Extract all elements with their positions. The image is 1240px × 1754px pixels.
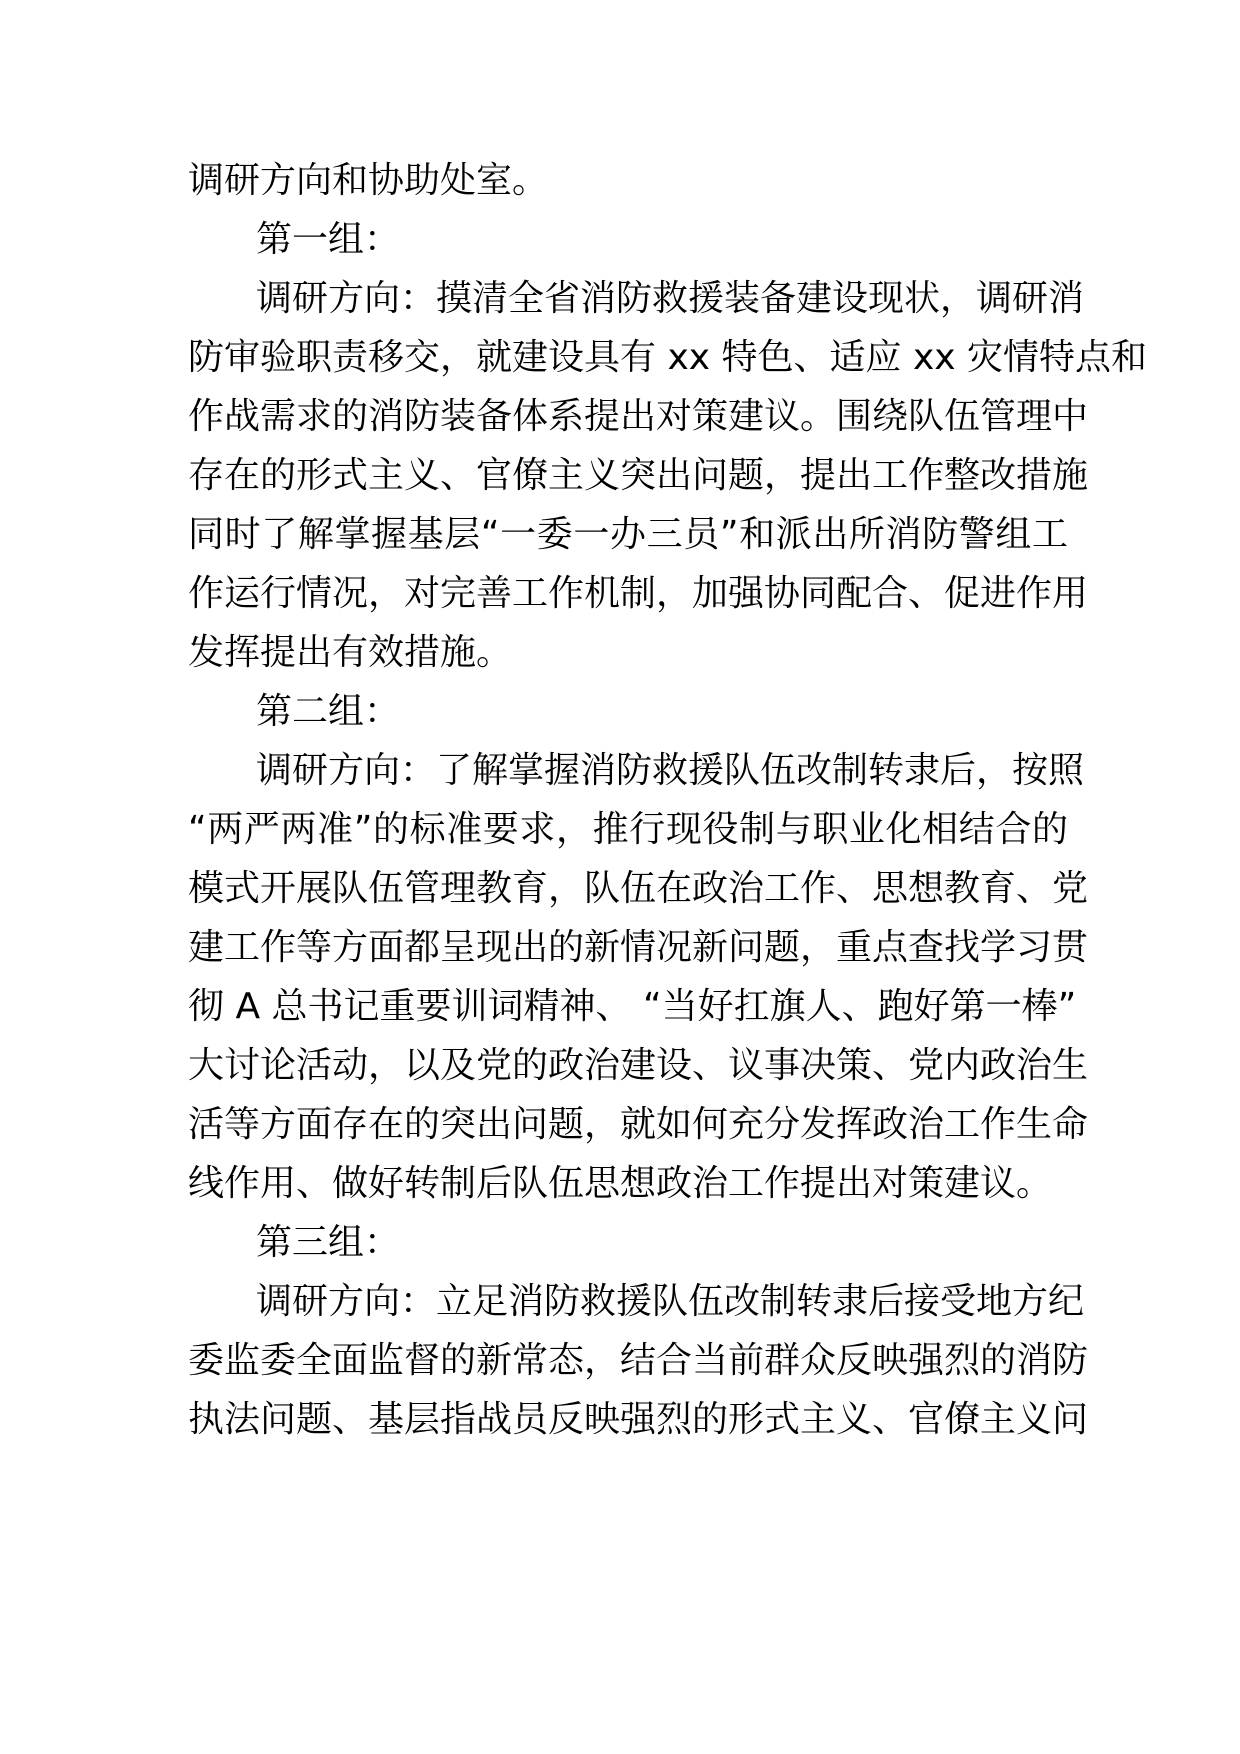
text-line: 调研方向：立足消防救援队伍改制转隶后接受地方纪 <box>256 1281 1085 1322</box>
text-line: 作战需求的消防装备体系提出对策建议。围绕队伍管理中 <box>188 396 1089 437</box>
text-line: 活等方面存在的突出问题，就如何充分发挥政治工作生命 <box>188 1104 1089 1145</box>
text-line: 同时了解掌握基层“一委一办三员”和派出所消防警组工 <box>188 514 1068 555</box>
text-line: 线作用、做好转制后队伍思想政治工作提出对策建议。 <box>188 1163 1053 1204</box>
text-line: 存在的形式主义、官僚主义突出问题，提出工作整改措施 <box>188 455 1089 496</box>
group-heading: 第二组： <box>256 691 401 732</box>
text-line: 大讨论活动，以及党的政治建设、议事决策、党内政治生 <box>188 1045 1089 1086</box>
text-line: 发挥提出有效措施。 <box>188 632 513 673</box>
text-line: “两严两准”的标准要求，推行现役制与职业化相结合的 <box>188 809 1068 850</box>
text-line: 调研方向：了解掌握消防救援队伍改制转隶后，按照 <box>256 750 1085 791</box>
group-heading: 第三组： <box>256 1222 401 1263</box>
text-line: 建工作等方面都呈现出的新情况新问题，重点查找学习贯 <box>188 927 1089 968</box>
text-line: 彻 A 总书记重要训词精神、 “当好扛旗人、跑好第一棒” <box>188 986 1077 1027</box>
group-heading: 第一组： <box>256 219 401 260</box>
text-line: 防审验职责移交，就建设具有 xx 特色、适应 xx 灾情特点和 <box>188 337 1147 378</box>
text-line: 作运行情况，对完善工作机制，加强协同配合、促进作用 <box>188 573 1089 614</box>
text-line: 调研方向：摸清全省消防救援装备建设现状，调研消 <box>256 278 1085 319</box>
text-line: 执法问题、基层指战员反映强烈的形式主义、官僚主义问 <box>188 1399 1089 1440</box>
text-line: 调研方向和协助处室。 <box>188 160 549 201</box>
text-line: 委监委全面监督的新常态，结合当前群众反映强烈的消防 <box>188 1340 1089 1381</box>
text-line: 模式开展队伍管理教育，队伍在政治工作、思想教育、党 <box>188 868 1089 909</box>
